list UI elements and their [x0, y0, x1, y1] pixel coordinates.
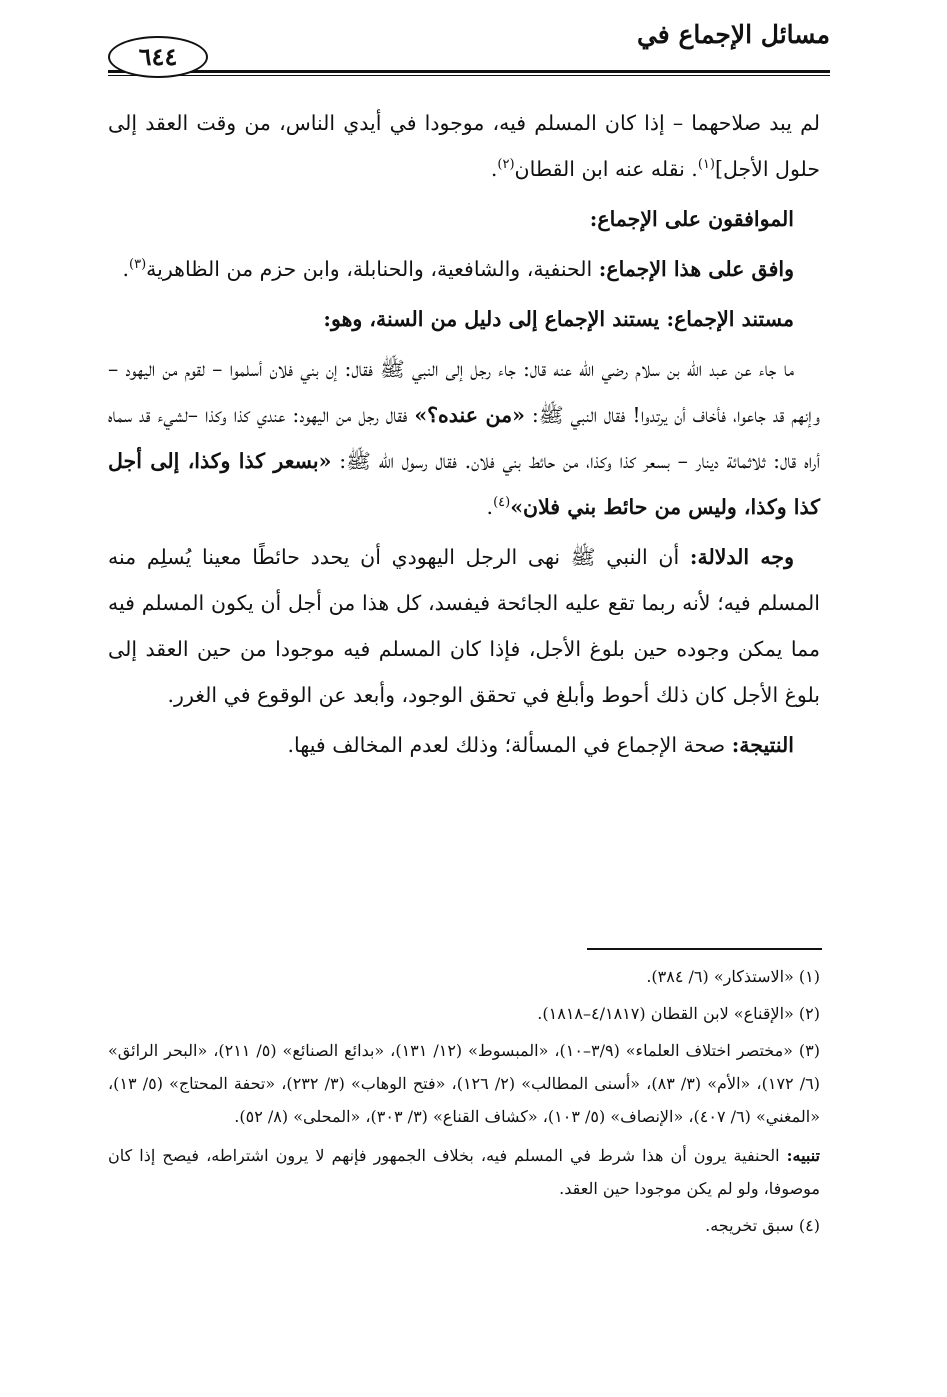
lead-term: وافق على هذا الإجماع:: [598, 257, 794, 281]
footnote-ref[interactable]: (٢): [497, 157, 515, 173]
lead-term: النتيجة:: [731, 733, 794, 757]
footnote-4: (٤) سبق تخريجه.: [705, 1216, 820, 1235]
hadith-quote: «بسعر كذا وكذا، إلى أجل كذا وكذا، وليس من حائط بني فلان»: [108, 449, 820, 519]
lead-term: مستند الإجماع:: [666, 307, 794, 331]
paragraph-basis: مستند الإجماع: يستند الإجماع إلى دليل من السنة، وهو:: [323, 307, 794, 331]
header-rule-thin: [108, 75, 830, 76]
paragraph-evidence: وجه الدلالة: أن النبي ﷺ نهى الرجل اليهودي أن يحدد حائطًا معينا يُسلِم منه المسلم فيه؛ لأنه ربما تقع عليه الجائحة فيفسد، كل هذا من أجل أن يكون المسلم فيه مما يمكن وجوده حين بلوغ الأجل، فإذا كان المسلم فيه موجودا من حين العقد إلى بلوغ الأجل كان ذلك أحوط وأبلغ في تحقق الوجود، وأبعد عن الوقوع في الغرر.: [108, 545, 820, 707]
main-text: [108, 100, 820, 772]
section-heading-agree: الموافقون على الإجماع:: [589, 207, 794, 231]
paragraph-hadith: ما جاء عن عبد الله بن سلام رضي الله عنه قال: جاء رجل إلى النبي ﷺ فقال: إن بني فلان أسلموا – لقوم من اليهود – وإنهم قد جاعوا، فأخاف أن يرتدوا! فقال النبي ﷺ: «من عنده؟» فقال رجل من اليهود: عندي كذا وكذا –لشيء قد سماه أراه قال: ثلاثمائة دينار – بسعر كذا وكذا، من حائط بني فلان. فقال رسول الله ﷺ: «بسعر كذا وكذا، إلى أجل كذا وكذا، وليس من حائط بني فلان»$^{(٤)}$.: [108, 357, 820, 519]
footnotes: [108, 960, 820, 1246]
footnote-1: (١) «الاستذكار» (٦/ ٣٨٤).: [646, 967, 820, 986]
paragraph-quote: لم يبد صلاحهما – إذا كان المسلم فيه، موجودا في أيدي الناس، من وقت العقد إلى حلول الأجل]$^{(١)}$. نقله عنه ابن القطان$^{(٢)}$.: [108, 111, 820, 181]
footnote-ref[interactable]: (٤): [493, 495, 511, 511]
paragraph-result: النتيجة: صحة الإجماع في المسألة؛ وذلك لعدم المخالف فيها.: [287, 733, 794, 757]
footnote-3: (٣) «مختصر اختلاف العلماء» (٣/٩–١٠)، «المبسوط» (١٢/ ١٣١)، «بدائع الصنائع» (٥/ ٢١١)، «البحر الرائق» (٦/ ١٧٢)، «الأم» (٣/ ٨٣)، «أسنى المطالب» (٢/ ١٢٦)، «فتح الوهاب» (٣/ ٢٣٢)، «تحفة المحتاج» (٥/ ١٣)، «المغني» (٦/ ٤٠٧)، «الإنصاف» (٥/ ١٠٣)، «كشاف القناع» (٣/ ٣٠٣)، «المحلى» (٨/ ٥٢).: [108, 1041, 821, 1126]
footnote-ref[interactable]: (١): [697, 157, 715, 173]
footnote-2: (٢) «الإقناع» لابن القطان (٤/١٨١٧–١٨١٨).: [537, 1004, 820, 1023]
footnote-separator: [587, 948, 822, 950]
lead-term: وجه الدلالة:: [689, 545, 794, 569]
footnote-ref[interactable]: (٣): [129, 257, 147, 273]
hadith-quote: «من عنده؟»: [414, 403, 525, 427]
footnote-note: تنبيه: الحنفية يرون أن هذا شرط في المسلم فيه، بخلاف الجمهور فإنهم لا يرون اشتراطه، فيصح إذا كان موصوفا، ولو لم يكن موجودا حين العقد.: [108, 1146, 820, 1198]
header-rule: [108, 70, 830, 73]
page-number: ٦٤٤: [108, 36, 208, 78]
running-title: مسائل الإجماع في: [636, 20, 830, 49]
page-header: [108, 14, 830, 74]
paragraph-agree: وافق على هذا الإجماع: الحنفية، والشافعية، والحنابلة، وابن حزم من الظاهرية$^{(٣)}$.: [122, 257, 794, 281]
